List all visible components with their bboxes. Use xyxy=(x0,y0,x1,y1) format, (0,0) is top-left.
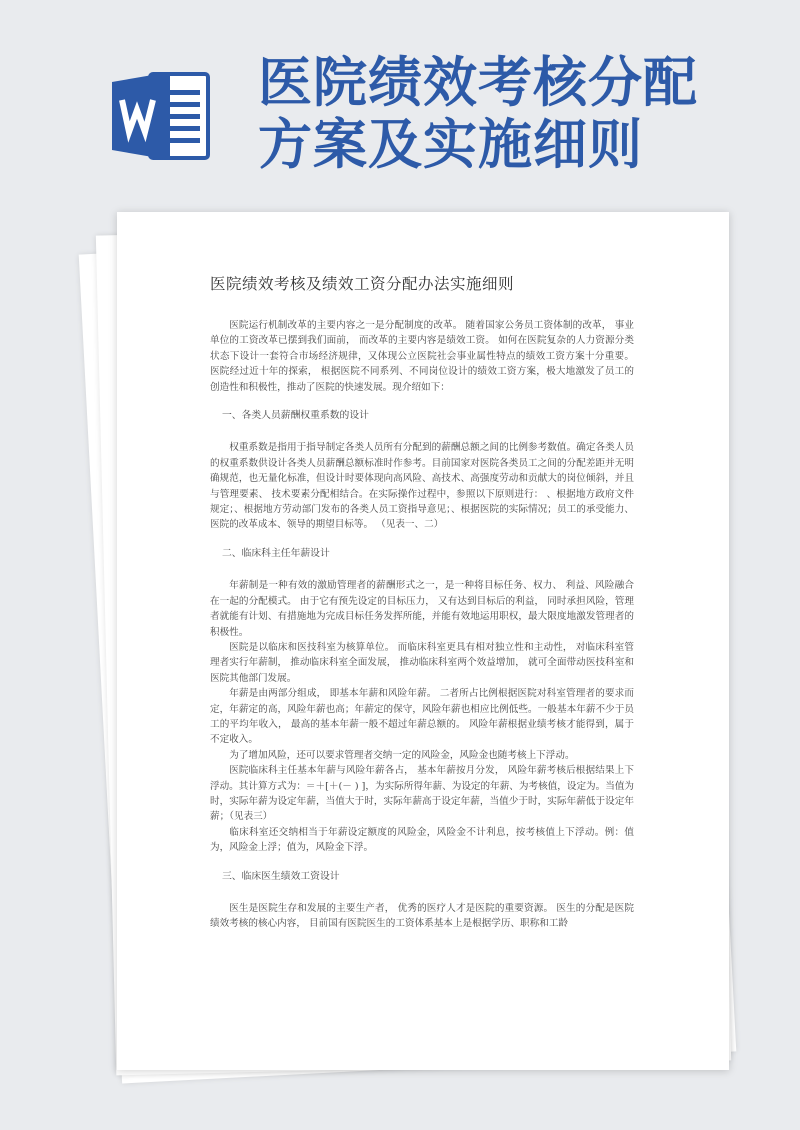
banner-title xyxy=(258,52,698,176)
section-1-heading: 一、各类人员薪酬权重系数的设计 xyxy=(222,410,369,422)
document-body xyxy=(210,318,634,932)
banner-title-line-2: 方案及实施细则 xyxy=(258,113,643,176)
section-2-paragraph-5: 医院临床科主任基本年薪与风险年薪各占， 基本年薪按月分发， 风险年薪考核后根据结果上下浮动。其计算方式为：＝＋[＋(－ ) ]，为实际所得年薪、为设定的年薪、为考核值，设定为。当值为时，实际年薪为设定年薪，当值大于时，实际年薪高于设定年薪，当值少于时，实际年薪低于设定年薪；（见表三） xyxy=(210,765,635,823)
section-2-paragraph-1: 年薪制是一种有效的激励管理者的薪酬形式之一，是一种将目标任务、权力、 利益、风险融合在一起的分配模式。 由于它有预先设定的目标压力， 又有达到目标后的利益， 同时承担风险，管理者就能有计划、有措施地为完成目标任务发挥所能，并能有效地运用职权，最大限度地激发管理者的积极性。 xyxy=(210,580,634,638)
section-3-paragraph-1: 医生是医院生存和发展的主要生产者， 优秀的医疗人才是医院的重要资源。 医生的分配是医院绩效考核的核心内容， 目前国有医院医生的工资体系基本上是根据学历、职称和工龄 xyxy=(210,903,634,930)
document-page xyxy=(117,212,729,1070)
word-document-icon xyxy=(112,70,210,162)
banner-title-line-1: 医院绩效考核分配 xyxy=(258,51,698,114)
section-3-heading: 三、临床医生绩效工资设计 xyxy=(222,870,340,882)
section-2-paragraph-4: 为了增加风险，还可以要求管理者交纳一定的风险金，风险金也随考核上下浮动。 xyxy=(229,749,575,761)
section-1-paragraph: 权重系数是指用于指导制定各类人员所有分配到的薪酬总额之间的比例参考数值。确定各类人员的权重系数供设计各类人员薪酬总额标准时作参考。目前国家对医院各类员工之间的分配差距并无明确规范，也无量化标准，但设计时要体现向高风险、高技术、高强度劳动和贡献大的岗位倾斜，并且与管理要素、 技术要素分配相结合。在实际操作过程中，参照以下原则进行： 、根据地方政府文件规定；、根据地方劳动部门发布的各类人员工资指导意见；、根据医院的实际情况；员工的承受能力、医院的改革成本、领导的期望目标等。 （见表一、二） xyxy=(210,442,634,531)
section-2-paragraph-6: 临床科室还交纳相当于年薪设定额度的风险金，风险金不计利息，按考核值上下浮动。例：值为，风险金上浮；值为，风险金下浮。 xyxy=(210,826,634,854)
section-2-heading: 二、临床科主任年薪设计 xyxy=(222,547,330,559)
document-title: 医院绩效考核及绩效工资分配办法实施细则 xyxy=(210,275,515,293)
intro-paragraph: 医院运行机制改革的主要内容之一是分配制度的改革。 随着国家公务员工资体制的改革， 事业单位的工资改革已摆到我们面前， 而改革的主要内容是绩效工资。 如何在医院复杂的人力资源分类状态下设计一套符合市场经济规律，又体现公立医院社会事业属性特点的绩效工资方案十分重要。 医院经过近十年的探索， 根据医院不同系列、不同岗位设计的绩效工资方案，极大地激发了员工的创造性和积极性，推动了医院的快速发展。现介绍如下： xyxy=(210,320,634,393)
section-2-paragraph-3: 年薪是由两部分组成， 即基本年薪和风险年薪。 二者所占比例根据医院对科室管理者的要求而定，年薪定的高，风险年薪也高；年薪定的保守，风险年薪也相应比例低些。一般基本年薪不少于员工的平均年收入， 最高的基本年薪一般不超过年薪总额的。 风险年薪根据业绩考核才能得到，属于不定收入。 xyxy=(210,688,634,746)
section-2-paragraph-2: 医院是以临床和医技科室为核算单位。 而临床科室更具有相对独立性和主动性， 对临床科室管理者实行年薪制， 推动临床科室全面发展， 推动临床科室两个效益增加， 就可全面带动医技科室和医院其他部门发展。 xyxy=(210,641,634,684)
